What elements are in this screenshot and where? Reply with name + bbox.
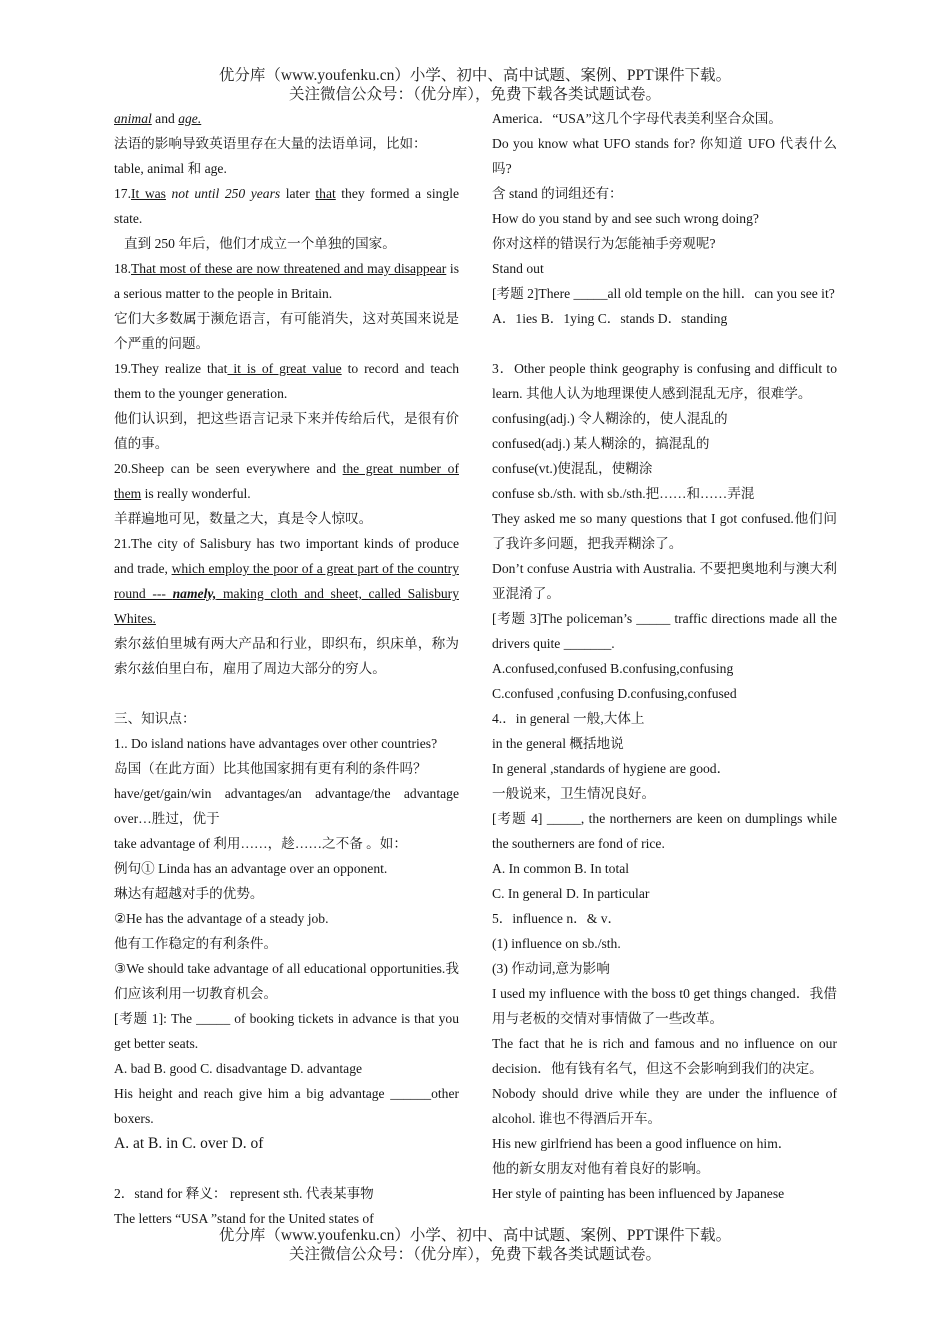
right-column xyxy=(492,106,837,1206)
paragraph: take advantage of 利用……，趁……之不备 。如： xyxy=(114,836,407,851)
sentence-18-translation: 它们大多数属于濒危语言，有可能消失，这对英国来说是个严重的问题。 xyxy=(114,311,459,351)
example: Her style of painting has been influenced by Japanese xyxy=(492,1186,785,1201)
footer-line-1: 优分库（www.youfenku.cn）小学、初中、高中试题、案例、PPT课件下载。 xyxy=(218,1227,732,1244)
exam-options: A.confused,confused B.confusing,confusing xyxy=(492,661,734,676)
knowledge-1-question: 1.. Do island nations have advantages over other countries? xyxy=(114,736,438,751)
example: ②He has the advantage of a steady job. xyxy=(114,911,329,926)
blank-line xyxy=(114,681,459,706)
sentence-19: 19.They realize that it is of great value to record and teach them to the younger generation. xyxy=(114,361,459,401)
exam-options: A. In common B. In total xyxy=(492,861,630,876)
paragraph: confuse(vt.)使混乱，使糊涂 xyxy=(492,461,653,476)
footer-line-2: 关注微信公众号：（优分库），免费下载各类试题试卷。 xyxy=(288,1246,661,1263)
section-heading: 三、知识点： xyxy=(114,711,196,726)
paragraph: confusing(adj.) 令人糊涂的，使人混乱的 xyxy=(492,411,728,426)
knowledge-2-heading: 2．stand for 释义： represent sth. 代表某事物 xyxy=(114,1186,374,1201)
header-line-1: 优分库（www.youfenku.cn）小学、初中、高中试题、案例、PPT课件下载。 xyxy=(218,67,732,84)
exam-question-1: [考题 1]: The _____ of booking tickets in advance is that you get better seats. xyxy=(114,1011,459,1051)
exam-question-3: [考题 3]The policeman’s _____ traffic directions made all the drivers quite _______. xyxy=(492,611,837,651)
example: ③We should take advantage of all educational opportunities.我们应该利用一切教育机会。 xyxy=(114,961,459,1001)
paragraph: How do you stand by and see such wrong doing? xyxy=(492,211,759,226)
exam-question: His height and reach give him a big advantage ______other boxers. xyxy=(114,1086,459,1126)
paragraph: 含 stand 的词组还有： xyxy=(492,186,623,201)
paragraph: confused(adj.) 某人糊涂的，搞混乱的 xyxy=(492,436,710,451)
header-line-2: 关注微信公众号：（优分库），免费下载各类试题试卷。 xyxy=(288,86,661,103)
example-translation: 一般说来，卫生情况良好。 xyxy=(492,786,656,801)
paragraph: table, animal 和 age. xyxy=(114,161,227,176)
exam-options: A. bad B. good C. disadvantage D. advantage xyxy=(114,1061,363,1076)
example-translation: 琳达有超越对手的优势。 xyxy=(114,886,264,901)
example: 例句① Linda has an advantage over an opponent. xyxy=(114,861,388,876)
knowledge-4-heading: 4.．in general 一般,大体上 xyxy=(492,711,645,726)
sentence-19-translation: 他们认识到，把这些语言记录下来并传给后代，是很有价值的事。 xyxy=(114,411,459,451)
paragraph: 你对这样的错误行为怎能袖手旁观呢? xyxy=(492,236,716,251)
knowledge-5-heading: 5．influence n．& v． xyxy=(492,911,622,926)
example: They asked me so many questions that I got confused.他们问了我许多问题，把我弄糊涂了。 xyxy=(492,511,837,551)
sentence-20: 20.Sheep can be seen everywhere and the great number of them is really wonderful. xyxy=(114,461,459,501)
exam-options: C.confused ,confusing D.confusing,confused xyxy=(492,686,737,701)
sentence-17: 17.It was not until 250 years later that they formed a single state. xyxy=(114,186,459,226)
paragraph: America．“USA”这几个字母代表美利坚合众国。 xyxy=(492,111,782,126)
paragraph: The letters “USA ”stand for the United states of xyxy=(114,1211,374,1226)
example: Don’t confuse Austria with Australia. 不要把奥地利与澳大利亚混淆了。 xyxy=(492,561,837,601)
sentence-20-translation: 羊群遍地可见，数量之大，真是令人惊叹。 xyxy=(114,511,373,526)
example-translation: 他有工作稳定的有利条件。 xyxy=(114,936,278,951)
knowledge-3-heading: 3．Other people think geography is confusing and difficult to learn. 其他人认为地理课使人感到混乱无序，很难学。 xyxy=(492,361,837,401)
paragraph: 法语的影响导致英语里存在大量的法语单词，比如： xyxy=(114,136,427,151)
page-header xyxy=(0,66,950,104)
paragraph: have/get/gain/win advantages/an advantage/the advantage over…胜过，优于 xyxy=(114,786,459,826)
exam-options: C. In general D. In particular xyxy=(492,886,650,901)
paragraph: (3) 作动词,意为影响 xyxy=(492,961,610,976)
sentence-17-translation: 直到 250 年后，他们才成立一个单独的国家。 xyxy=(124,236,396,251)
paragraph: animal and age. xyxy=(114,111,202,126)
example: I used my influence with the boss t0 get things changed．我借用与老板的交情对事情做了一些改革。 xyxy=(492,986,837,1026)
exam-options: A. at B. in C. over D. of xyxy=(114,1135,264,1152)
paragraph: confuse sb./sth. with sb./sth.把……和……弄混 xyxy=(492,486,755,501)
blank-line xyxy=(114,1156,459,1181)
exam-question-4: [考题 4] _____, the northerners are keen on dumplings while the southerners are fond of rice. xyxy=(492,811,837,851)
left-column xyxy=(114,106,459,1231)
exam-options: A．1ies B．1ying C．stands D．standing xyxy=(492,311,728,326)
example: Nobody should drive while they are under the influence of alcohol. 谁也不得酒后开车。 xyxy=(492,1086,837,1126)
sentence-21: 21.The city of Salisbury has two important kinds of produce and trade, which employ the poor of a great part of the country round --- namely, making cloth and sheet, called Salisbury Whites. xyxy=(114,536,459,626)
paragraph: Do you know what UFO stands for? 你知道 UFO 代表什么吗? xyxy=(492,136,837,176)
paragraph: 岛国（在此方面）比其他国家拥有更有利的条件吗？ xyxy=(114,761,427,776)
sentence-21-translation: 索尔兹伯里城有两大产品和行业，即织布，织床单，称为索尔兹伯里白布，雇用了周边大部分的穷人。 xyxy=(114,636,459,676)
example: In general ,standards of hygiene are good． xyxy=(492,761,731,776)
example: His new girlfriend has been a good influence on him． xyxy=(492,1136,792,1151)
blank-line xyxy=(492,331,837,356)
sentence-18: 18.That most of these are now threatened and may disappear is a serious matter to the people in Britain. xyxy=(114,261,459,301)
example-translation: 他的新女朋友对他有着良好的影响。 xyxy=(492,1161,710,1176)
paragraph: Stand out xyxy=(492,261,544,276)
paragraph: (1) influence on sb./sth. xyxy=(492,936,621,951)
exam-question-2: [考题 2]There _____all old temple on the hill．can you see it? xyxy=(492,286,835,301)
page-footer xyxy=(0,1226,950,1264)
example: The fact that he is rich and famous and no influence on our decision．他有钱有名气，但这不会影响到我们的决定。 xyxy=(492,1036,837,1076)
paragraph: in the general 概括地说 xyxy=(492,736,624,751)
